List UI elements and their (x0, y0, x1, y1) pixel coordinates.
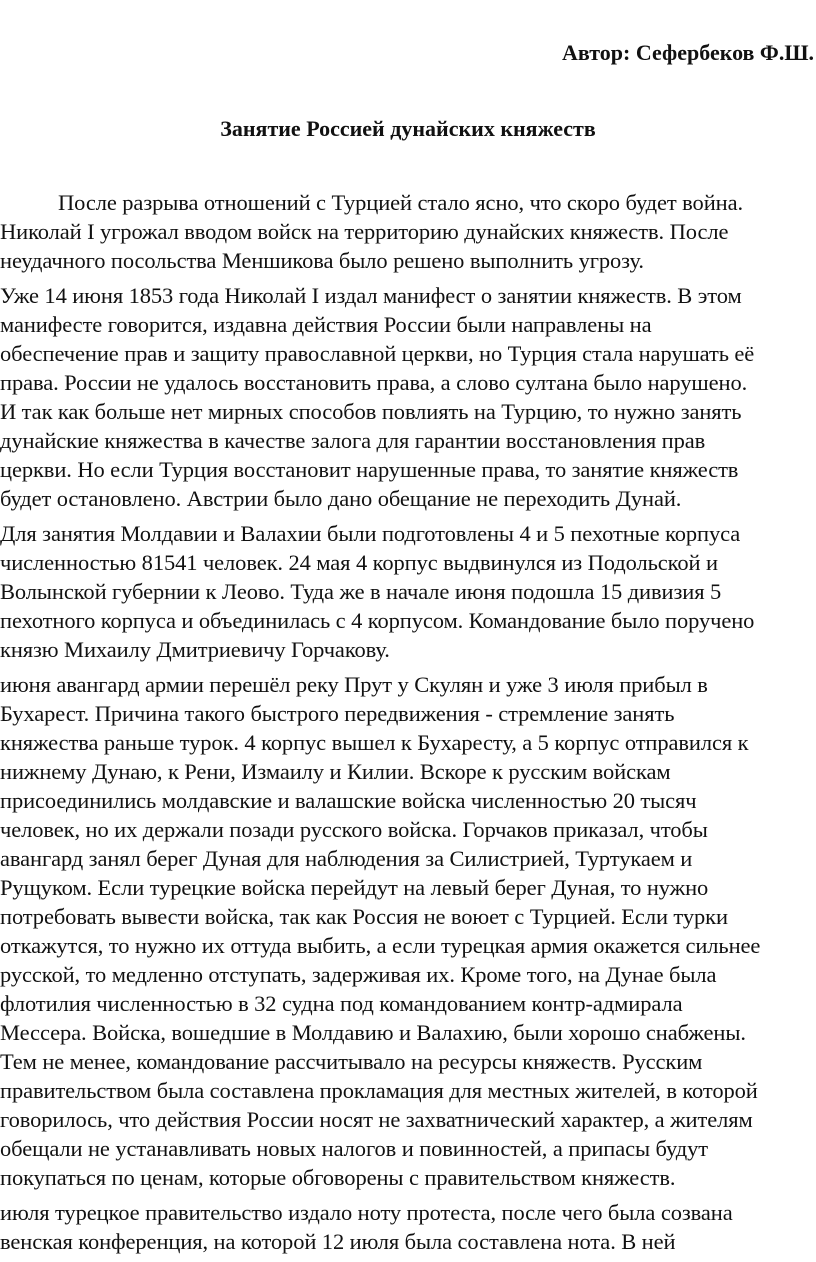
text-line: венская конференция, на которой 12 июля была составлена нота. В ней (0, 1229, 676, 1254)
paragraph (0, 670, 816, 1192)
text-line: флотилия численностью в 32 судна под командованием контр-адмирала (0, 991, 683, 1016)
text-line: численностью 81541 человек. 24 мая 4 корпус выдвинулся из Подольской и (0, 550, 718, 575)
text-line: Николай I угрожал вводом войск на территорию дунайских княжеств. После (0, 219, 729, 244)
text-line: дунайские княжества в качестве залога для гарантии восстановления прав (0, 428, 706, 453)
paragraph (0, 281, 816, 513)
text-line: И так как больше нет мирных способов повлиять на Турцию, то нужно занять (0, 399, 742, 424)
text-line: неудачного посольства Меншикова было решено выполнить угрозу. (0, 248, 644, 273)
text-line: князю Михаилу Дмитриевичу Горчакову. (0, 637, 390, 662)
text-line: После разрыва отношений с Турцией стало ясно, что скоро будет война. (58, 190, 743, 215)
text-line: манифесте говорится, издавна действия России были направлены на (0, 312, 652, 337)
text-line: человек, но их держали позади русского войска. Горчаков приказал, чтобы (0, 817, 708, 842)
text-line: Мессера. Войска, вошедшие в Молдавию и Валахию, были хорошо снабжены. (0, 1020, 746, 1045)
text-line: будет остановлено. Австрии было дано обещание не переходить Дунай. (0, 486, 682, 511)
text-line: права. России не удалось восстановить права, а слово султана было нарушено. (0, 370, 748, 395)
document-body (0, 188, 816, 1262)
text-line: июля турецкое правительство издало ноту протеста, после чего была созвана (0, 1200, 733, 1225)
text-line: русской, то медленно отступать, задерживая их. Кроме того, на Дунае была (0, 962, 717, 987)
text-line: покупаться по ценам, которые обговорены с правительством княжеств. (0, 1165, 676, 1190)
text-line: авангард занял берег Дуная для наблюдения за Силистрией, Туртукаем и (0, 846, 693, 871)
text-line: Тем не менее, командование рассчитывало на ресурсы княжеств. Русским (0, 1049, 703, 1074)
text-line: нижнему Дунаю, к Рени, Измаилу и Килии. Вскоре к русским войскам (0, 759, 671, 784)
text-line: пехотного корпуса и объединилась с 4 корпусом. Командование было поручено (0, 608, 755, 633)
text-line: Волынской губернии к Леово. Туда же в начале июня подошла 15 дивизия 5 (0, 579, 722, 604)
text-line: присоединились молдавские и валашские войска численностью 20 тысяч (0, 788, 697, 813)
text-line: правительством была составлена прокламация для местных жителей, в которой (0, 1078, 758, 1103)
text-line: Уже 14 июня 1853 года Николай I издал манифест о занятии княжеств. В этом (0, 283, 742, 308)
text-line: церкви. Но если Турция восстановит нарушенные права, то занятие княжеств (0, 457, 739, 482)
author-line: Автор: Сефербеков Ф.Ш. (562, 40, 814, 65)
text-line: княжества раньше турок. 4 корпус вышел к Бухаресту, а 5 корпус отправился к (0, 730, 749, 755)
text-line: Для занятия Молдавии и Валахии были подготовлены 4 и 5 пехотные корпуса (0, 521, 741, 546)
document-title: Занятие Россией дунайских княжеств (220, 116, 596, 141)
text-line: говорилось, что действия России носят не захватнический характер, а жителям (0, 1107, 753, 1132)
paragraph (0, 519, 816, 664)
paragraph (0, 1198, 816, 1256)
text-line: обещали не устанавливать новых налогов и повинностей, а припасы будут (0, 1136, 708, 1161)
text-line: Бухарест. Причина такого быстрого передвижения - стремление занять (0, 701, 675, 726)
paragraph (0, 188, 816, 275)
text-line: июня авангард армии перешёл реку Прут у Скулян и уже 3 июля прибыл в (0, 672, 708, 697)
text-line: Рущуком. Если турецкие войска перейдут на левый берег Дуная, то нужно (0, 875, 709, 900)
text-line: потребовать вывести войска, так как Россия не воюет с Турцией. Если турки (0, 904, 728, 929)
text-line: обеспечение прав и защиту православной церкви, но Турция стала нарушать её (0, 341, 755, 366)
text-line: откажутся, то нужно их оттуда выбить, а если турецкая армия окажется сильнее (0, 933, 761, 958)
